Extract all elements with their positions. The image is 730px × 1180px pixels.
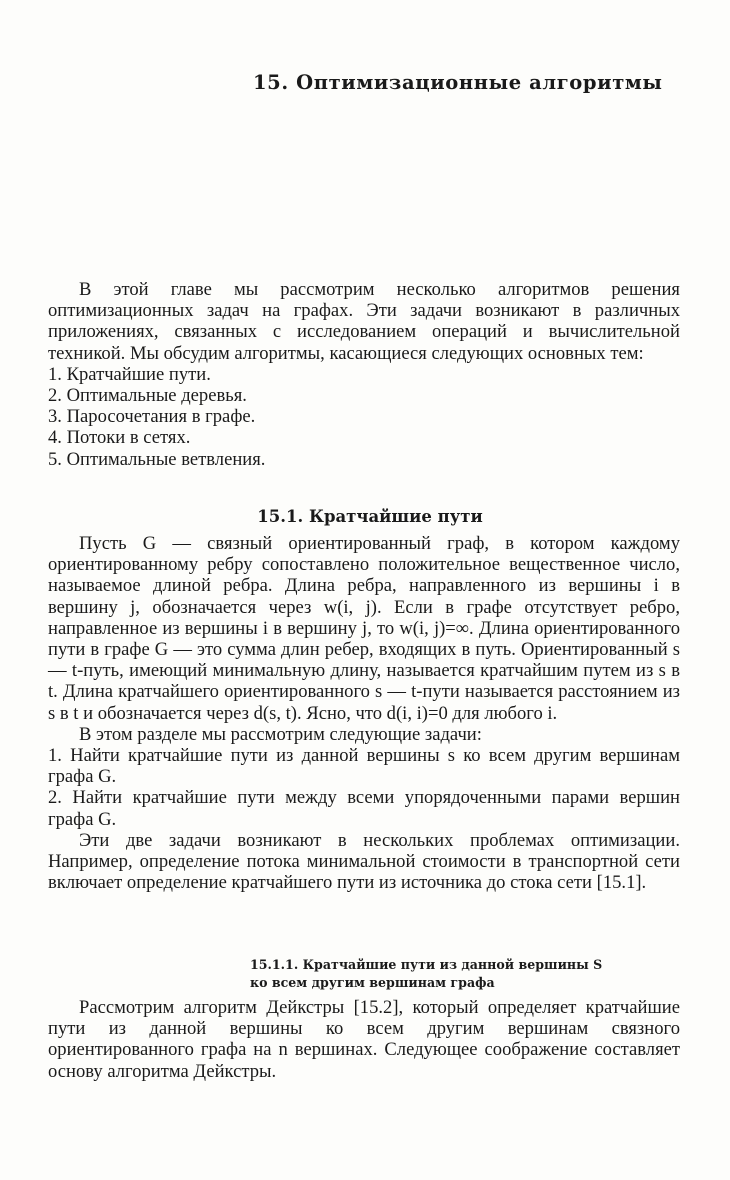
chapter-title: 15. Оптимизационные алгоритмы xyxy=(253,71,663,94)
tasks-intro: В этом разделе мы рассмотрим следующие задачи: xyxy=(79,723,482,745)
topic-item: 2. Оптимальные деревья. xyxy=(48,385,247,407)
topic-item: 1. Кратчайшие пути. xyxy=(48,363,211,385)
section-paragraph-1: Пусть G — связный ориентированный граф, в котором каждому ориентированному ребру сопоставлено положительное вещественное число, называемое длиной ребра. Длина ребра, направленного из вершины i в вершину j, обозначается через w(i, j). Если в графе отсутствует ребро, направленное из вершины i в вершину j, то w(i, j)=∞. Длина ориентированного пути в графе G — это сумма длин ребер, входящих в путь. Ориентированный s — t-путь, имеющий минимальную длину, называется кратчайшим путем из s в t. Длина кратчайшего ориентированного s — t-пути называется расстоянием из s в t и обозначается через d(s, t). Ясно, что d(i, i)=0 для любого i. xyxy=(48,533,680,724)
topic-item: 5. Оптимальные ветвления. xyxy=(48,448,266,470)
subsection-block xyxy=(48,997,680,1082)
subsection-title-line-1: 15.1.1. Кратчайшие пути из данной вершины S xyxy=(250,957,603,972)
section-paragraph-2: Эти две задачи возникают в нескольких проблемах оптимизации. Например, определение потока минимальной стоимости в транспортной сети включает определение кратчайшего пути из источника до стока сети [15.1]. xyxy=(48,829,680,894)
topic-item: 3. Паросочетания в графе. xyxy=(48,406,256,428)
task-item: 2. Найти кратчайшие пути между всеми упорядоченными парами вершин графа G. xyxy=(48,787,680,830)
intro-paragraph: В этой главе мы рассмотрим несколько алгоритмов решения оптимизационных задач на графах. Эти задачи возникают в различных приложениях, связанных с исследованием операций и вычислительной техникой. Мы обсудим алгоритмы, касающиеся следующих основных тем: xyxy=(48,279,680,364)
topic-item: 4. Потоки в сетях. xyxy=(48,427,191,449)
task-item: 1. Найти кратчайшие пути из данной вершины s ко всем другим вершинам графа G. xyxy=(48,745,680,788)
section-block xyxy=(48,533,680,893)
topic-list xyxy=(48,364,680,470)
subsection-title xyxy=(250,956,602,992)
intro-block xyxy=(48,279,680,470)
section-title: 15.1. Кратчайшие пути xyxy=(257,507,483,526)
subsection-title-line-2: ко всем другим вершинам графа xyxy=(250,975,495,990)
subsection-paragraph: Рассмотрим алгоритм Дейкстры [15.2], который определяет кратчайшие пути из данной вершины ко всем другим вершинам связного ориентированного графа на n вершинах. Следующее соображение составляет основу алгоритма Дейкстры. xyxy=(48,997,680,1082)
